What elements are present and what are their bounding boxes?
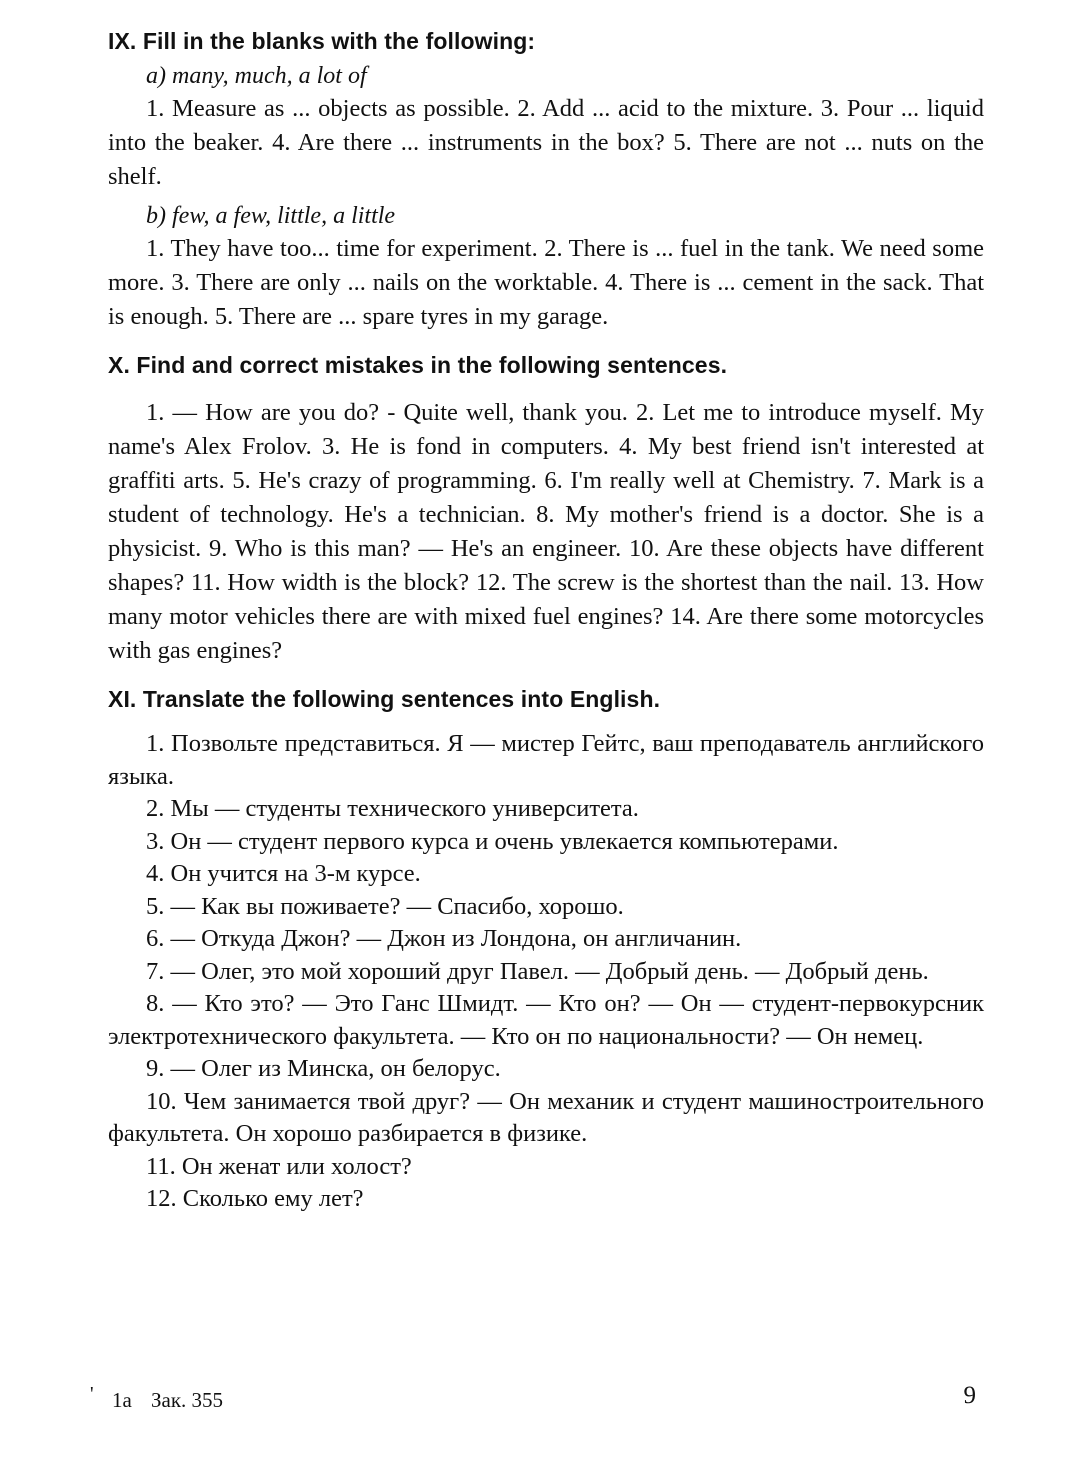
list-item: 11. Он женат или холост? (146, 1152, 412, 1180)
list-item: 1. Позвольте представиться. Я — мистер Гейтс, ваш преподаватель английского языка. (108, 730, 984, 790)
list-item: 10. Чем занимается твой друг? — Он механик и студент машиностроительного факультета. Он хорошо разбирается в физике. (108, 1087, 984, 1147)
section-ix-paragraph-a: 1. Measure as ... objects as possible. 2. Add ... acid to the mixture. 3. Pour ... liquid into the beaker. 4. Are there ... instruments in the box? 5. There are not ... nuts on the shelf. (108, 95, 984, 190)
page-content (108, 24, 984, 1216)
list-item: 7. — Олег, это мой хороший друг Павел. — Добрый день. — Добрый день. (146, 957, 929, 985)
list-item: 9. — Олег из Минска, он белорус. (146, 1055, 501, 1082)
list-item: 4. Он учится на 3-м курсе. (146, 860, 421, 887)
section-ix-subheading-b: b) few, a few, little, a little (146, 203, 396, 229)
section-xi-heading: XI. Translate the following sentences into English. (108, 686, 661, 712)
footer-signature: 1a (112, 1388, 132, 1412)
footer-tick-mark: ' (90, 1383, 94, 1405)
section-xi-list (108, 728, 984, 1216)
section-x-heading: X. Find and correct mistakes in the following sentences. (108, 352, 728, 378)
section-x-paragraph: 1. — How are you do? - Quite well, thank you. 2. Let me to introduce myself. My name's Alex Frolov. 3. He is fond in computers. 4. My best friend isn't interested at graffiti arts. 5. He's crazy of programming. 6. I'm really well at Chemistry. 7. Mark is a student of technology. He's a technician. 8. My mother's friend is a doctor. She is a physicist. 9. Who is this man? — He's an engineer. 10. Are these objects have different shapes? 11. How width is the block? 12. The screw is the shortest than the nail. 13. How many motor vehicles there are with mixed fuel engines? 14. Are there some motorcycles with gas engines? (108, 399, 984, 664)
section-ix-paragraph-b: 1. They have too... time for experiment. 2. There is ... fuel in the tank. We need some more. 3. There are only ... nails on the worktable. 4. There is ... cement in the sack. That is enough. 5. There are ... spare tyres in my garage. (108, 235, 984, 330)
section-ix-subheading-a: a) many, much, a lot of (146, 63, 367, 89)
list-item: 8. — Кто это? — Это Ганс Шмидт. — Кто он? — Он — студент-первокурсник электротехнического факультета. — Кто он по национальности? — Он немец. (108, 990, 984, 1050)
page-number: 9 (963, 1382, 976, 1409)
list-item: 2. Мы — студенты технического университета. (146, 795, 639, 822)
list-item: 12. Сколько ему лет? (146, 1185, 364, 1212)
list-item: 5. — Как вы поживаете? — Спасибо, хорошо. (146, 892, 624, 920)
footer-order-number: Зак. 355 (151, 1388, 224, 1412)
list-item: 3. Он — студент первого курса и очень увлекается компьютерами. (146, 827, 839, 855)
section-ix-heading: IX. Fill in the blanks with the following: (108, 28, 536, 54)
list-item: 6. — Откуда Джон? — Джон из Лондона, он англичанин. (146, 925, 742, 952)
